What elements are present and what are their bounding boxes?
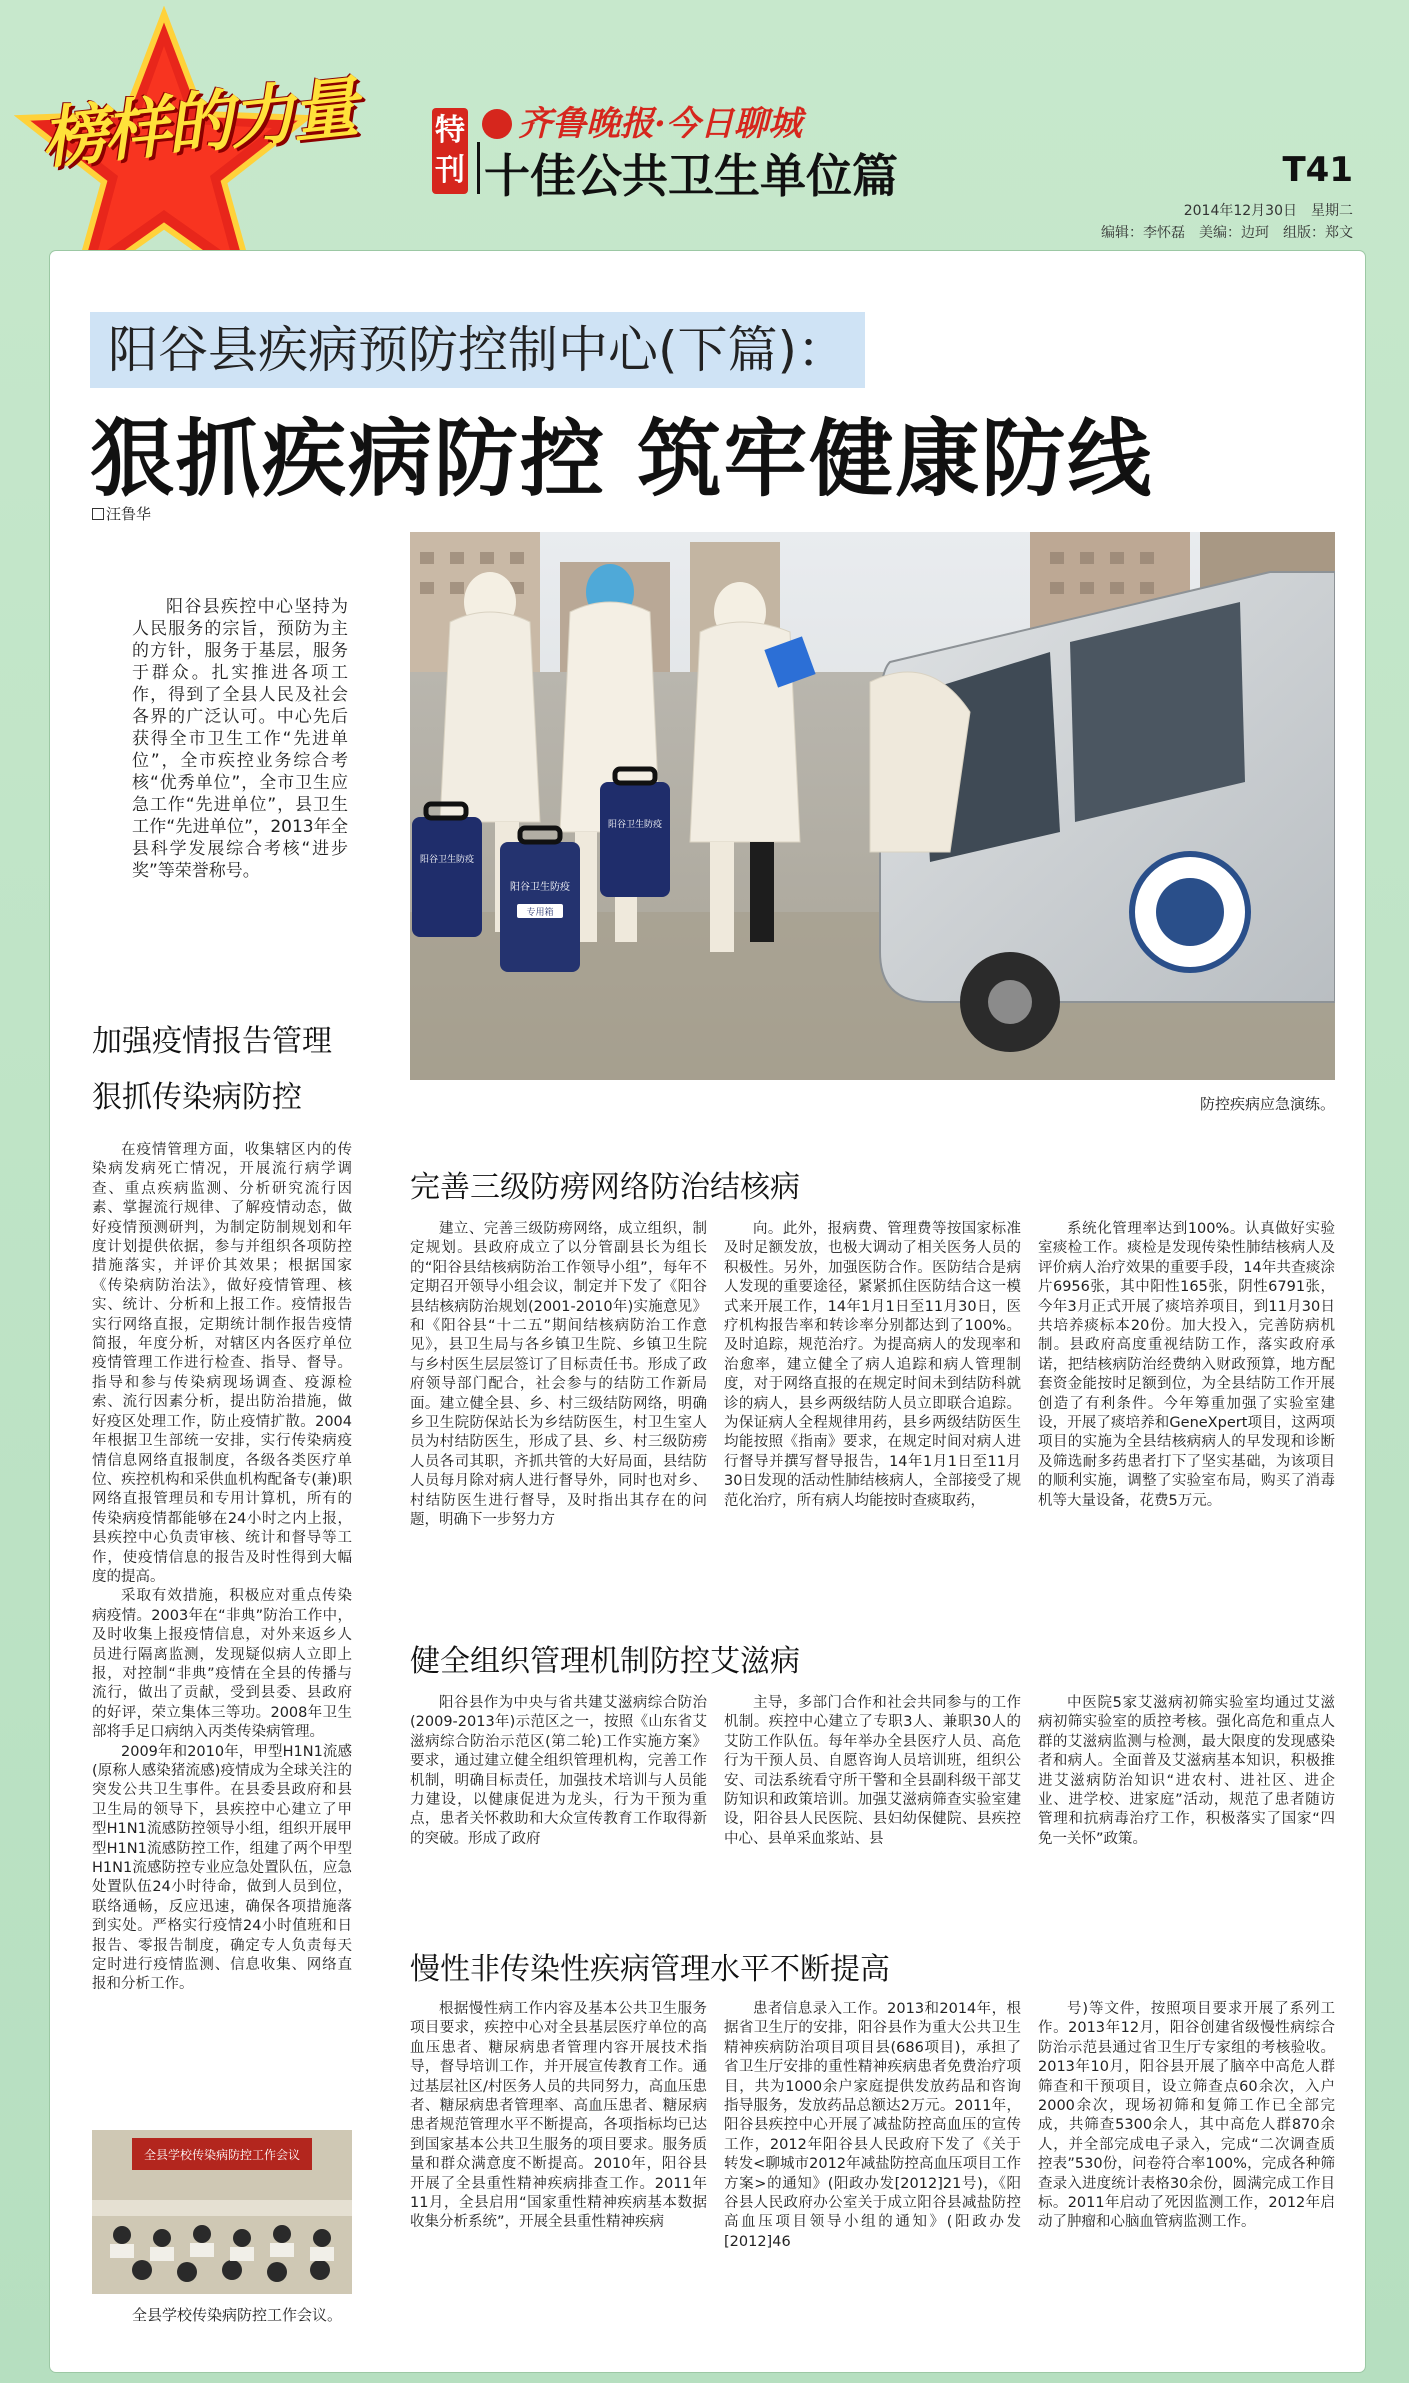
- article-kicker: 阳谷县疾病预防控制中心(下篇)：: [90, 312, 865, 388]
- byline-author: 汪鲁华: [106, 505, 152, 523]
- section-aids-text-3: 中医院5家艾滋病初筛实验室均通过艾滋病初筛实验室的质控考核。强化高危和重点人群的艾滋病监测与检测，最大限度的发现感染者和病人。全面普及艾滋病基本知识，积极推进艾滋病防治知识“进农村、进社区、进企业、进学校、进家庭”活动，规范了患者随访管理和抗病毒治疗工作，积极落实了国家“四免一关怀”政策。: [1038, 1695, 1335, 1847]
- conference-photo: [92, 2130, 352, 2294]
- section-chronic-col-1: [410, 2000, 707, 2350]
- section-title: 十佳公共卫生单位篇: [484, 149, 898, 203]
- page-header: [0, 0, 1409, 250]
- intro-text: 阳谷县疾控中心坚持为人民服务的宗旨，预防为主的方针，服务于基层，服务于群众。扎实推进各项工作，得到了全县人民及社会各界的广泛认可。中心先后获得全市卫生工作“先进单位”，全市疾控业务综合考核“优秀单位”，全市卫生应急工作“先进单位”，县卫生工作“先进单位”，2013年全县科学发展综合考核“进步奖”等荣誉称号。: [132, 597, 348, 881]
- byline-box-icon: [92, 508, 104, 520]
- left-paragraph-1: 在疫情管理方面，收集辖区内的传染病发病死亡情况，开展流行病学调查、重点疾病监测、分析研究流行因素、掌握流行规律、了解疫情动态，做好疫情预测研判，为制定防制规划和年度计划提供依据，参与并组织各项防控措施落实，并评价其效果；根据国家《传染病防治法》，做好疫情管理、核实、统计、分析和上报工作。疫情报告实行网络直报，定期统计制作报告疫情简报，年度分析，对辖区内各医疗单位疫情管理工作进行检查、指导、督导。指导和参与传染病现场调查、疫源检索、流行因素分析，提出防治措施，做好疫区处理工作，防止疫情扩散。2004年根据卫生部统一安排，实行传染病疫情信息网络直报制度，各级各类医疗单位、疾控机构和采供血机构配备专(兼)职网络直报管理员和专用计算机，所有的传染病疫情都能够在24小时之内上报，县疾控中心负责审核、统计和督导等工作，使疫情信息的报告及时性得到大幅度的提高。: [92, 1142, 352, 1585]
- byline: [92, 503, 151, 524]
- editors-line: 编辑：李怀磊 美编：边珂 组版：郑文: [1101, 225, 1353, 241]
- case-label-1: 阳谷卫生防疫: [419, 855, 475, 865]
- section-heading-chronic: 慢性非传染性疾病管理水平不断提高: [410, 1952, 890, 1987]
- case-label-3: 专用箱: [526, 908, 554, 918]
- left-heading-1: 加强疫情报告管理: [92, 1024, 332, 1059]
- section-chronic-col-2: [724, 2000, 1021, 2350]
- slogan-title: 榜样的力量: [37, 67, 359, 179]
- page-number: T41: [1282, 150, 1353, 190]
- date-line: 2014年12月30日 星期二: [1183, 203, 1353, 219]
- main-photo: [410, 532, 1335, 1080]
- section-tb-col-2: [724, 1220, 1021, 1610]
- section-tb-col-3: [1038, 1220, 1335, 1610]
- conference-photo-caption: 全县学校传染病防控工作会议。: [132, 2306, 343, 2324]
- special-issue-mark: 特刊: [432, 108, 468, 194]
- section-aids-text-1: 阳谷县作为中央与省共建艾滋病综合防治(2009-2013年)示范区之一，按照《山东省艾滋病综合防治示范区(第二轮)工作实施方案》要求，通过建立健全组织管理机构，完善工作机制，明确目标责任，加强技术培训与人员能力建设，以健康促进为龙头，行为干预为重点，患者关怀救助和大众宣传教育工作取得新的突破。形成了政府: [410, 1695, 707, 1847]
- section-tb-text-3: 系统化管理率达到100%。认真做好实验室痰检工作。痰检是发现传染性肺结核病人及评价病人治疗效果的重要手段，14年共查痰涂片6956张，其中阳性165张，阴性6791张，今年3月正式开展了痰培养项目，到11月30日共培养痰标本20份。加大投入，完善防病机制。县政府高度重视结防工作，落实政府承诺，把结核病防治经费纳入财政预算，地方配套资金能按时足额到位，为全县结防工作开展创造了有利条件。今年筹重加强了实验室建设，开展了痰培养和GeneXpert项目，这两项项目的实施为全县结核病病人的早发现和诊断及筛选耐多药患者打下了坚实基础，为该项目的顺利实施，调整了实验室布局，购买了消毒机等大量设备，花费5万元。: [1038, 1221, 1335, 1509]
- section-heading-aids: 健全组织管理机制防控艾滋病: [410, 1644, 800, 1679]
- case-label-4: 阳谷卫生防疫: [607, 820, 663, 830]
- section-aids-text-2: 主导，多部门合作和社会共同参与的工作机制。疾控中心建立了专职3人、兼职30人的艾防工作队伍。每年举办全县医疗人员、高危行为干预人员、自愿咨询人员培训班，组织公安、司法系统看守所干警和全县副科级干部艾防知识和政策培训。加强艾滋病筛查实验室建设，阳谷县人民医院、县妇幼保健院、县疾控中心、县单采血浆站、县: [724, 1695, 1021, 1847]
- section-aids-col-3: [1038, 1694, 1335, 1926]
- section-tb-col-1: [410, 1220, 707, 1610]
- newspaper-logo-icon: [482, 109, 512, 139]
- case-label-2: 阳谷卫生防疫: [510, 882, 570, 893]
- medical-case-2: [500, 828, 580, 972]
- left-paragraph-2: 采取有效措施，积极应对重点传染病疫情。2003年在“非典”防治工作中，及时收集上报疫情信息，对外来返乡人员进行隔离监测，发现疑似病人立即上报，对控制“非典”疫情在全县的传播与流行，做出了贡献，受到县委、县政府的好评，荣立集体三等功。2008年卫生部将手足口病纳入丙类传染病管理。: [92, 1588, 352, 1741]
- newspaper-name: [482, 96, 802, 145]
- section-chronic-text-1: 根据慢性病工作内容及基本公共卫生服务项目要求，疾控中心对全县基层医疗单位的高血压患者、糖尿病患者管理内容开展技术指导，督导培训工作，并开展宣传教育工作。通过基层社区/村医务人员的共同努力，高血压患者、糖尿病患者管理率、高血压患者、糖尿病患者规范管理水平不断提高，各项指标均已达到国家基本公共卫生服务的项目要求。服务质量和群众满意度不断提高。2010年，阳谷县开展了全县重性精神疾病排查工作。2011年11月，全县启用“国家重性精神疾病基本数据收集分析系统”，开展全县重性精神疾病: [410, 2001, 707, 2231]
- left-heading-2: 狠抓传染病防控: [92, 1080, 302, 1115]
- section-tb-text-2: 向。此外，报病费、管理费等按国家标准及时足额发放，也极大调动了相关医务人员的积极性。另外，加强医防合作。医防结合是病人发现的重要途径，紧紧抓住医防结合这一模式来开展工作，14年1月1日至11月30日，医疗机构报告率和转诊率分别都达到了100%。及时追踪，规范治疗。为提高病人的发现率和治愈率，建立健全了病人追踪和病人管理制度，对于网络直报的在规定时间未到结防科就诊的病人，县乡两级结防人员立即联合追踪。为保证病人全程规律用药，县乡两级结防医生均能按照《指南》要求，在规定时间对病人进行督导并撰写督导报告，14年1月1日至11月30日发现的活动性肺结核病人，全部接受了规范化治疗，所有病人均能按时查痰取药，: [724, 1221, 1021, 1509]
- conference-banner-text: 全县学校传染病防控工作会议: [143, 2148, 301, 2162]
- section-chronic-text-3: 号)等文件，按照项目要求开展了系列工作。2013年12月，阳谷创建省级慢性病综合防治示范县通过省卫生厅专家组的考核验收。2013年10月，阳谷县开展了脑卒中高危人群筛查和干预项目，设立筛查点60余次，入户2000余次，现场初筛和复筛工作已全部完成，共筛查5300余人，其中高危人群870余人，并全部完成电子录入，完成“二次调查质控表”530份，问卷符合率100%，完成各种筛查录入进度统计表格30余份，圆满完成工作目标。2011年启动了死因监测工作，2012年启动了肿瘤和心脑血管病监测工作。: [1038, 2001, 1335, 2231]
- left-column-body: [92, 1141, 352, 2107]
- emergency-drill-illustration: [410, 532, 1335, 1080]
- conference-illustration: [92, 2130, 352, 2294]
- section-tb-text-1: 建立、完善三级防痨网络，成立组织，制定规划。县政府成立了以分管副县长为组长的“阳谷县结核病防治工作领导小组”，每年不定期召开领导小组会议，制定并下发了《阳谷县结核病防治规划(2001-2010年)实施意见》和《阳谷县“十二五”期间结核病防治工作意见》，县卫生局与各乡镇卫生院、乡镇卫生院与乡村医生层层签订了目标责任书。形成了政府领导部门配合，社会参与的结防工作新局面。建立健全县、乡、村三级结防网络，明确乡卫生院防保站长为乡结防医生，村卫生室人员为村结防医生，形成了县、乡、村三级防痨人员各司其职，齐抓共管的大好局面，县结防人员每月除对病人进行督导外，同时也对乡、村结防医生进行督导，及时指出其存在的问题，明确下一步努力方: [410, 1221, 707, 1529]
- section-aids-col-1: [410, 1694, 707, 1926]
- issue-meta: [1101, 200, 1353, 244]
- header-divider: [477, 142, 480, 194]
- section-chronic-text-2: 患者信息录入工作。2013和2014年，根据省卫生厅的安排，阳谷县作为重大公共卫生精神疾病防治项目项目县(686项目)，承担了省卫生厅安排的重性精神疾病患者免费治疗项目，共为1000余户家庭提供发放药品和咨询指导服务，发放药品总额达2万元。2011年，阳谷县疾控中心开展了减盐防控高血压的宣传工作，2012年阳谷县人民政府下发了《关于转发<聊城市2012年减盐防控高血压项目工作方案>的通知》(阳政办发[2012]21号)，《阳谷县人民政府办公室关于成立阳谷县减盐防控高血压项目领导小组的通知》(阳政办发[2012]46: [724, 2001, 1021, 2250]
- medical-case-1: [412, 804, 482, 937]
- left-paragraph-3: 2009年和2010年，甲型H1N1流感(原称人感染猪流感)疫情成为全球关注的突发公共卫生事件。在县委县政府和县卫生局的领导下，县疾控中心建立了甲型H1N1流感防控领导小组，组织开展甲型H1N1流感防控工作，组建了两个甲型H1N1流感防控专业应急处置队伍，应急处置队伍24小时待命，做到人员到位，联络通畅，反应迅速，确保各项措施落到实处。严格实行疫情24小时值班和日报告、零报告制度，确定专人负责每天定时进行疫情监测、信息收集、网络直报和分析工作。: [92, 1743, 352, 1993]
- main-photo-caption: 防控疾病应急演练。: [1199, 1095, 1335, 1113]
- section-chronic-col-3: [1038, 2000, 1335, 2350]
- article-intro: [132, 596, 348, 882]
- section-aids-col-2: [724, 1694, 1021, 1926]
- newspaper-name-text: 齐鲁晚报·今日聊城: [518, 104, 802, 144]
- section-heading-tb: 完善三级防痨网络防治结核病: [410, 1170, 800, 1205]
- article-headline: 狠抓疾病防控 筑牢健康防线: [90, 410, 1154, 508]
- medical-case-3: [600, 769, 670, 897]
